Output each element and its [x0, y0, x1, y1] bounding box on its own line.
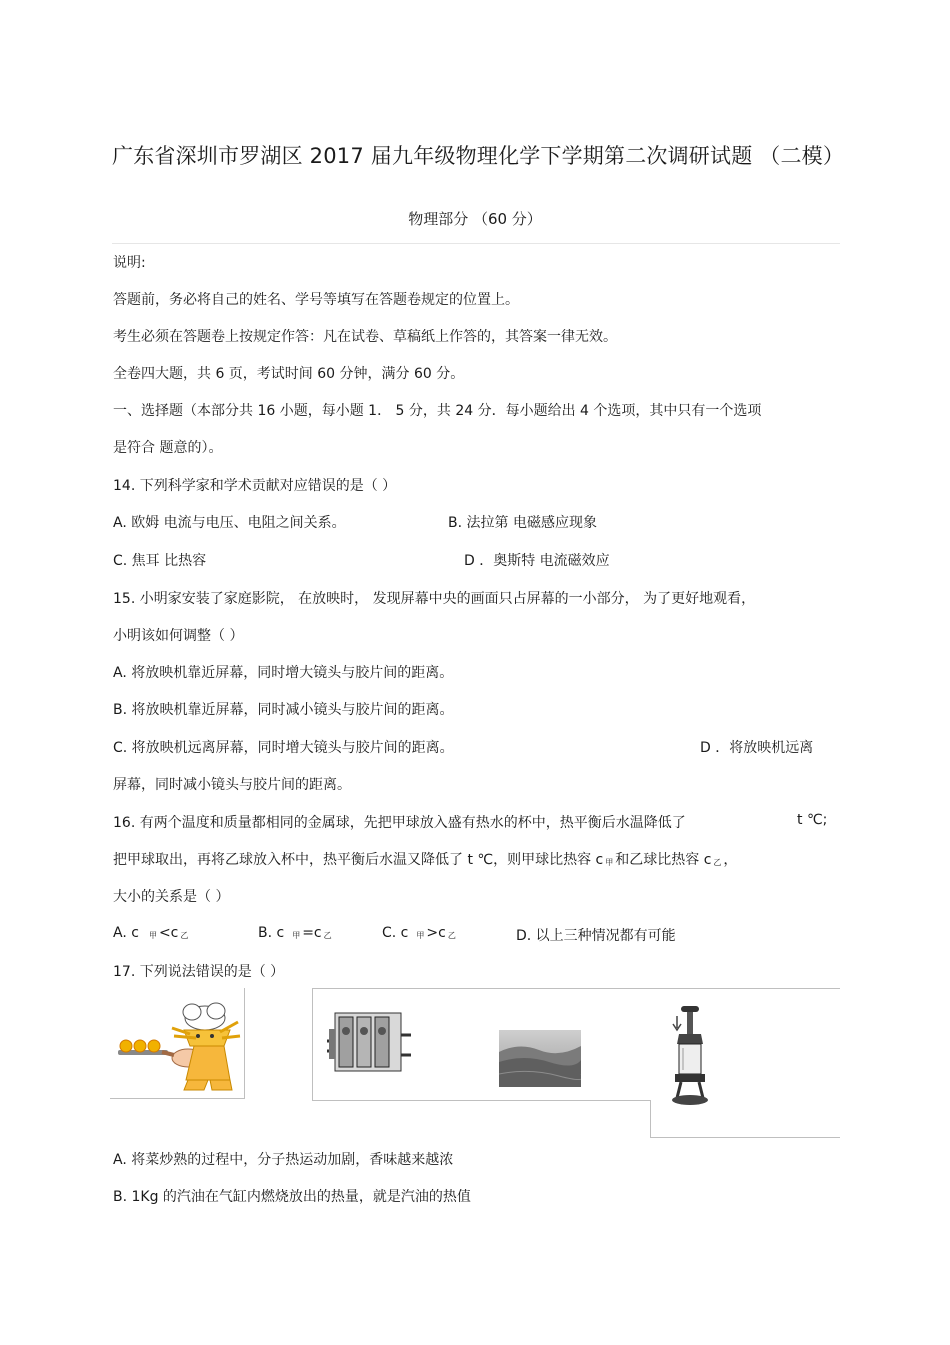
- subscript: 甲: [605, 858, 614, 867]
- image-frame-right-edge: [312, 1100, 650, 1101]
- divider: [112, 243, 840, 244]
- q16-c-text: C. c: [382, 925, 409, 941]
- question-16-stem: 16. 有两个温度和质量都相同的金属球，先把甲球放入盛有热水的杯中，热平衡后水温降低了: [113, 815, 686, 831]
- section-heading: 一、选择题（本部分共 16 小题，每小题 1． 5 分，共 24 分．每小题给出 4 个选项，其中只有一个选项: [113, 403, 762, 419]
- piston-apparatus: [665, 1004, 715, 1108]
- question-15-stem: 15. 小明家安装了家庭影院， 在放映时， 发现屏幕中央的画面只占屏幕的一小部分， 为了更好地观看，: [113, 591, 756, 607]
- section-heading-cont: 是符合 题意的）。: [113, 440, 223, 456]
- q14-option-a: A. 欧姆 电流与电压、电阻之间关系。: [113, 515, 346, 531]
- q14-option-d: D ．奥斯特 电流磁效应: [464, 553, 610, 569]
- q15-option-d-cont: 屏幕，同时减小镜头与胶片间的距离。: [113, 777, 351, 793]
- q16-b-text: B. c: [258, 925, 285, 941]
- document-title: 广东省深圳市罗湖区 2017 届九年级物理化学下学期第二次调研试题 （二模）: [112, 144, 845, 168]
- image-frame-right: [312, 988, 840, 989]
- q16-option-c: [382, 925, 458, 941]
- section-subtitle: 物理部分 （60 分）: [408, 210, 542, 228]
- q15-option-c: C. 将放映机远离屏幕，同时增大镜头与胶片间的距离。: [113, 740, 454, 756]
- subscript: 乙: [323, 931, 332, 940]
- question-15-stem-cont: 小明该如何调整（ ）: [113, 628, 244, 644]
- tray: [118, 1040, 168, 1055]
- subscript: 甲: [416, 931, 425, 940]
- subscript: 乙: [447, 931, 456, 940]
- q16-b-text: =c: [302, 925, 322, 941]
- desert-photo: [499, 1030, 581, 1087]
- subscript: 乙: [713, 858, 722, 867]
- q17-option-a: A. 将菜炒熟的过程中，分子热运动加剧，香味越来越浓: [113, 1152, 454, 1168]
- image-frame-right-edge: [312, 988, 313, 1100]
- q16-option-a: [113, 925, 190, 941]
- q15-option-a: A. 将放映机靠近屏幕，同时增大镜头与胶片间的距离。: [113, 665, 454, 681]
- q16-c-text: >c: [426, 925, 446, 941]
- image-frame-right-edge: [650, 1137, 840, 1138]
- q16-text: ，: [723, 852, 738, 868]
- q16-temp-drop: t ℃;: [797, 812, 828, 828]
- q16-a-text: <c: [158, 925, 179, 941]
- question-16-stem-line3: 大小的关系是（ ）: [113, 889, 230, 905]
- engine-illustration: [325, 1005, 415, 1080]
- image-frame-right-edge: [650, 1100, 651, 1137]
- q16-option-d: D. 以上三种情况都有可能: [516, 928, 676, 944]
- q15-option-b: B. 将放映机靠近屏幕，同时减小镜头与胶片间的距离。: [113, 702, 454, 718]
- instruction-line: 考生必须在答题卷上按规定作答：凡在试卷、草稿纸上作答的，其答案一律无效。: [113, 329, 617, 345]
- q16-option-b: [258, 925, 334, 941]
- question-14-stem: 14. 下列科学家和学术贡献对应错误的是（ ）: [113, 478, 397, 494]
- instructions-heading: 说明:: [113, 255, 146, 271]
- subscript: 甲: [292, 931, 301, 940]
- cook-illustration: [112, 1000, 242, 1092]
- subscript: 乙: [180, 931, 189, 940]
- q16-text: 和乙球比热容 c: [615, 852, 712, 868]
- q14-option-c: C. 焦耳 比热容: [113, 553, 207, 569]
- q16-text: 把甲球取出，再将乙球放入杯中，热平衡后水温又降低了 t ℃，则甲球比热容 c: [113, 852, 604, 868]
- subscript: 甲: [148, 931, 157, 940]
- q14-option-b: B. 法拉第 电磁感应现象: [448, 515, 597, 531]
- q16-a-text: A. c: [113, 925, 139, 941]
- instruction-line: 答题前，务必将自己的姓名、学号等填写在答题卷规定的位置上。: [113, 292, 519, 308]
- q17-option-b: B. 1Kg 的汽油在气缸内燃烧放出的热量，就是汽油的热值: [113, 1189, 471, 1205]
- question-17-stem: 17. 下列说法错误的是（ ）: [113, 964, 285, 980]
- instruction-line: 全卷四大题，共 6 页，考试时间 60 分钟，满分 60 分。: [113, 366, 465, 382]
- cook-figure: [162, 1003, 240, 1090]
- question-16-stem-line2: [113, 849, 737, 869]
- q15-option-d: D ．将放映机远离: [700, 740, 814, 756]
